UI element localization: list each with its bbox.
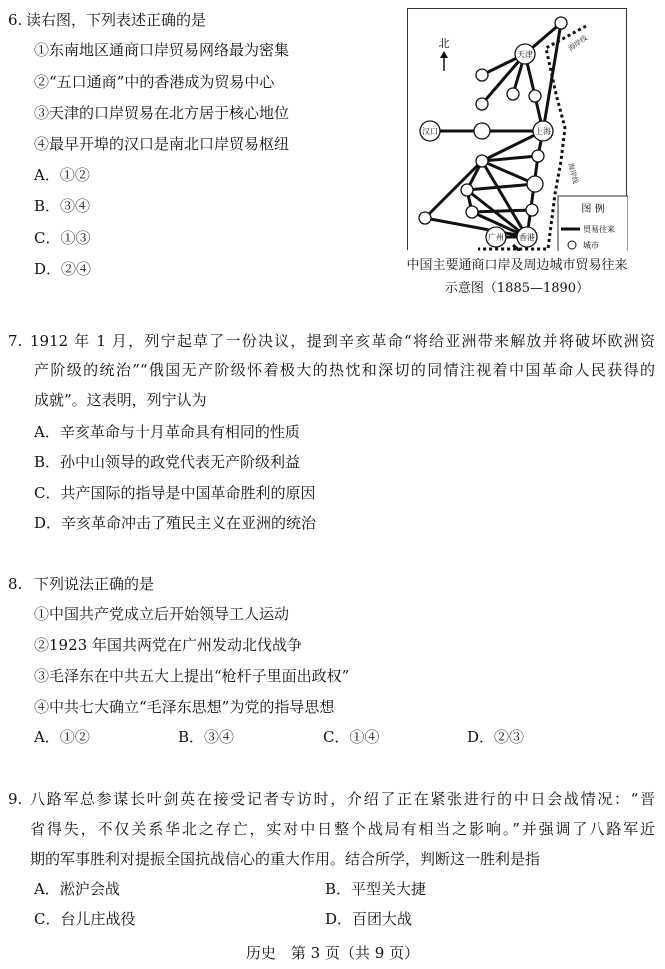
- map-caption-1: 中国主要通商口岸及周边城市贸易往来: [406, 258, 628, 273]
- legend-trade: 贸易往来: [583, 225, 615, 234]
- q8-statement-2: ②1923 年国共两党在广州发动北伐战争: [34, 636, 302, 654]
- q8-statement-1: ①中国共产党成立后开始领导工人运动: [34, 605, 290, 623]
- q9-stem-line-2: 省得失，不仅关系华北之存亡，实对中日整个战局有相当之影响。”并强调了八路军近: [30, 820, 655, 838]
- legend-city: 城市: [583, 241, 599, 250]
- coastline-label-top: 海岸线: [566, 34, 589, 53]
- q8-option-b[interactable]: B．③④: [178, 728, 235, 746]
- city-xianggang: 香港: [519, 233, 535, 242]
- q6-option-a[interactable]: A．①②: [34, 166, 90, 184]
- q6-statement-1: ①东南地区通商口岸贸易网络最为密集: [34, 41, 290, 59]
- q6-statement-4: ④最早开埠的汉口是南北口岸贸易枢纽: [34, 135, 290, 153]
- q6-number: 6.: [8, 11, 23, 29]
- q7-stem-line-3: 成就”。这表明，列宁认为: [34, 391, 207, 409]
- city-guangzhou: 广州: [488, 233, 504, 242]
- q9-option-c[interactable]: C．台儿庄战役: [34, 910, 136, 928]
- q9-option-b[interactable]: B．平型关大捷: [325, 880, 427, 898]
- city-hankou: 汉口: [422, 127, 438, 136]
- trade-network-diagram: [408, 9, 628, 251]
- q7-number: 7.: [8, 332, 23, 350]
- coastline-label-mid: 海岸线: [566, 162, 580, 185]
- q9-stem-line-3: 期的军事胜利对提振全国抗战信心的重大作用。结合所学，判断这一胜利是指: [30, 850, 541, 868]
- q8-number: 8.: [8, 575, 23, 593]
- north-arrow-icon: [440, 51, 448, 58]
- legend: [558, 196, 628, 251]
- q8-statement-3: ③毛泽东在中共五大上提出“枪杆子里面出政权”: [34, 667, 350, 685]
- q7-option-b[interactable]: B．孙中山领导的政党代表无产阶级利益: [34, 453, 301, 471]
- q7-option-d[interactable]: D．辛亥革命冲击了殖民主义在亚洲的统治: [34, 514, 317, 532]
- trade-map: [407, 8, 627, 250]
- q7-stem-line-1: 1912 年 1 月，列宁起草了一份决议，提到辛亥革命“将给亚洲带来解放并将破坏欧洲资: [30, 332, 655, 350]
- q6-option-c[interactable]: C．①③: [34, 229, 91, 247]
- q9-number: 9.: [8, 790, 23, 808]
- q7-option-a[interactable]: A．辛亥革命与十月革命具有相同的性质: [34, 423, 300, 441]
- city-tianjin: 天津: [517, 50, 533, 59]
- q8-stem: 下列说法正确的是: [34, 575, 155, 593]
- legend-title: 图 例: [581, 204, 605, 215]
- q9-option-d[interactable]: D．百团大战: [325, 910, 413, 928]
- north-arrow: [439, 37, 450, 71]
- q7-stem-line-2: 产阶级的统治”“俄国无产阶级怀着极大的热忱和深切的同情注视着中国革命人民获得的: [34, 361, 655, 379]
- north-label: 北: [438, 37, 450, 50]
- q6-stem: 读右图，下列表述正确的是: [26, 11, 207, 29]
- q6-statement-2: ②“五口通商”中的香港成为贸易中心: [34, 73, 275, 91]
- q7-option-c[interactable]: C．共产国际的指导是中国革命胜利的原因: [34, 484, 316, 502]
- q6-option-b[interactable]: B．③④: [34, 197, 91, 215]
- page-footer: 历史 第 3 页（共 9 页）: [245, 944, 420, 962]
- q8-option-d[interactable]: D．②③: [467, 728, 525, 746]
- city-shanghai: 上海: [535, 127, 551, 136]
- q8-statement-4: ④中共七大确立“毛泽东思想”为党的指导思想: [34, 698, 335, 716]
- map-caption-2: 示意图（1885—1890）: [444, 281, 590, 296]
- q8-option-a[interactable]: A．①②: [34, 728, 90, 746]
- q6-statement-3: ③天津的口岸贸易在北方居于核心地位: [34, 104, 290, 122]
- q6-option-d[interactable]: D．②④: [34, 260, 92, 278]
- q9-option-a[interactable]: A．淞沪会战: [34, 880, 120, 898]
- q9-stem-line-1: 八路军总参谋长叶剑英在接受记者专访时，介绍了正在紧张进行的中日会战情况：“晋: [30, 790, 655, 808]
- q8-option-c[interactable]: C．①④: [323, 728, 380, 746]
